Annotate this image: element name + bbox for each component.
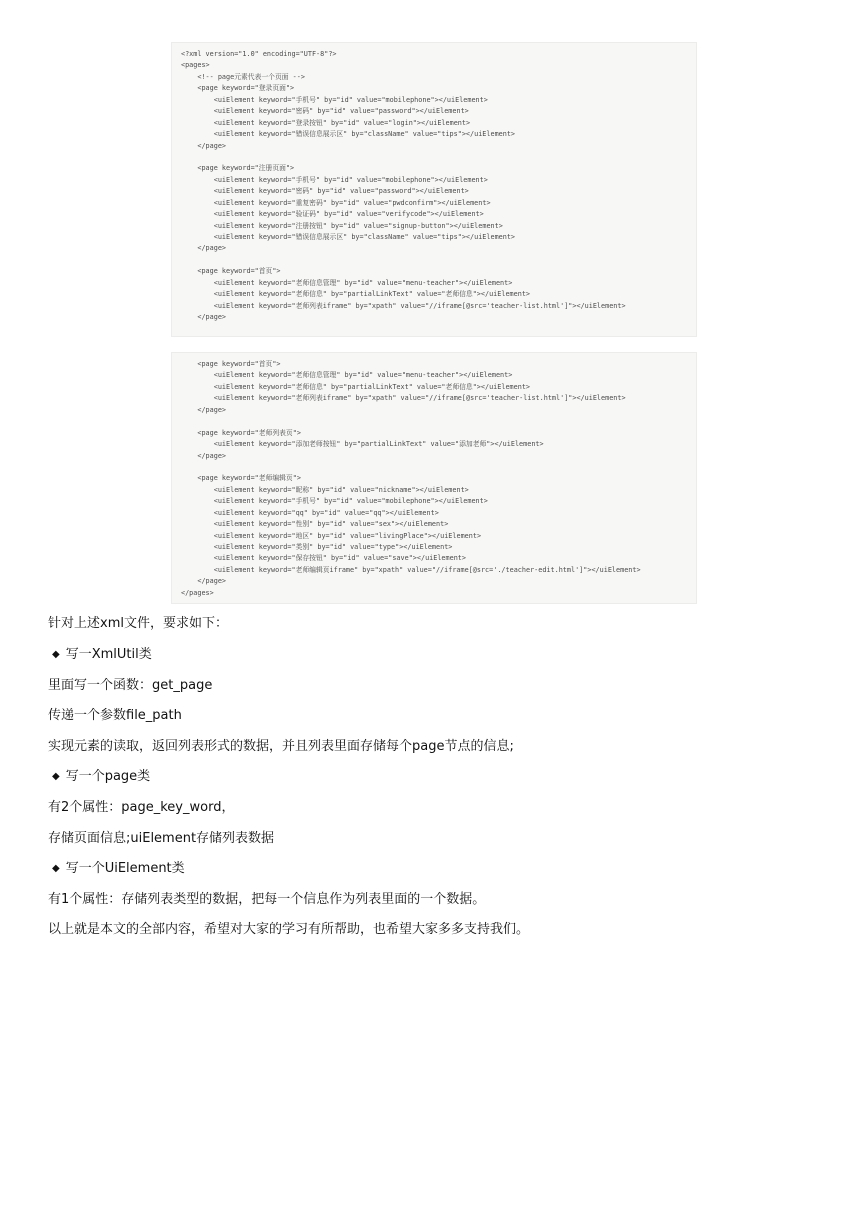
code-line: <page keyword="首页"> [181,360,281,368]
code-line: <uiElement keyword="错误信息展示区" by="className" value="tips"></uiElement> [181,233,516,241]
code-line: <uiElement keyword="性别" by="id" value="sex"></uiElement> [181,520,449,529]
closing-line: 以上就是本文的全部内容，希望对大家的学习有所帮助，也希望大家多多支持我们。 [48,922,530,937]
code-line: <uiElement keyword="老师信息" by="partialLinkText" value="老师信息"></uiElement> [181,382,531,391]
code-line: <uiElement keyword="老师信息管理" by="id" value="menu-teacher"></uiElement> [181,278,513,287]
code-line: <uiElement keyword="手机号" by="id" value="mobilephone"></uiElement> [181,95,488,104]
code-line: <page keyword="注册页面"> [181,164,295,173]
bullet-xmlutil-text: 写一XmlUtil类 [65,647,152,662]
diamond-bullet-icon: ◆ [52,649,60,660]
diamond-bullet-icon: ◆ [52,771,60,782]
code-line: </page> [181,141,227,150]
code-line: <uiElement keyword="昵称" by="id" value="nickname"></uiElement> [181,485,469,494]
code-line: </page> [181,405,227,414]
xml-code-image-1 [171,42,697,337]
code-line: <uiElement keyword="手机号" by="id" value="mobilephone"></uiElement> [181,175,488,184]
code-line: </page> [181,451,227,460]
code-line: <page keyword="老师编辑页"> [181,474,301,483]
bullet-uielement-class [48,860,838,878]
code-line [181,152,696,163]
code-line [181,416,696,427]
bullet-page-class-text: 写一个page类 [65,769,151,784]
xml-code-image-2 [171,352,697,604]
bullet-page-class [48,768,838,786]
code-line: </pages> [181,588,214,597]
code-line: <uiElement keyword="密码" by="id" value="password"></uiElement> [181,187,469,196]
code-line: <uiElement keyword="老师信息" by="partialLinkText" value="老师信息"></uiElement> [181,290,531,299]
code-line: <?xml version="1.0" encoding="UTF-8"?> [181,50,337,58]
code-line [181,462,696,473]
code-line: <uiElement keyword="手机号" by="id" value="mobilephone"></uiElement> [181,497,488,506]
code-line: <page keyword="首页"> [181,267,281,276]
code-line: <uiElement keyword="老师列表iframe" by="xpath" value="//iframe[@src='teacher-list.html']"></uiElement> [181,394,626,403]
code-line: <page keyword="登录页面"> [181,84,295,93]
code-line: <pages> [181,61,210,70]
param-line: 传递一个参数file_path [48,708,182,723]
attrs-line: 有2个属性：page_key_word， [48,800,235,815]
code-line: </page> [181,244,227,253]
function-line: 里面写一个函数：get_page [48,678,213,693]
code-line: </page> [181,577,227,586]
code-line: <uiElement keyword="注册按钮" by="id" value="signup-button"></uiElement> [181,221,503,230]
code-line: <uiElement keyword="验证码" by="id" value="verifycode"></uiElement> [181,210,484,219]
bullet-xmlutil [48,646,838,664]
code-line: <uiElement keyword="错误信息展示区" by="className" value="tips"></uiElement> [181,130,516,139]
code-line: <uiElement keyword="重复密码" by="id" value="pwdconfirm"></uiElement> [181,198,491,207]
code-line: </page> [181,313,227,322]
intro-text: 针对上述xml文件，要求如下： [48,616,228,631]
code-line: <uiElement keyword="qq" by="id" value="qq"></uiElement> [181,508,439,517]
code-line: <uiElement keyword="密码" by="id" value="password"></uiElement> [181,107,469,116]
code-line: <uiElement keyword="老师编辑页iframe" by="xpath" value="//iframe[@src='./teacher-edit.html']"></uiElement> [181,565,641,574]
code-line: <uiElement keyword="地区" by="id" value="livingPlace"></uiElement> [181,531,482,540]
code-line: <uiElement keyword="保存按钮" by="id" value="save"></uiElement> [181,554,466,563]
code-line: <uiElement keyword="老师列表iframe" by="xpath" value="//iframe[@src='teacher-list.html']"></uiElement> [181,301,626,310]
code-line: <!-- page元素代表一个页面 --> [181,72,305,81]
code-line: <uiElement keyword="登录按钮" by="id" value="login"></uiElement> [181,118,471,127]
code-line: <page keyword="老师列表页"> [181,428,301,437]
code-line: <uiElement keyword="类别" by="id" value="type"></uiElement> [181,543,453,551]
impl-line: 实现元素的读取，返回列表形式的数据，并且列表里面存储每个page节点的信息; [48,739,514,754]
diamond-bullet-icon: ◆ [52,863,60,874]
code-line: <uiElement keyword="老师信息管理" by="id" value="menu-teacher"></uiElement> [181,371,513,380]
bullet-uielement-class-text: 写一个UiElement类 [65,861,185,876]
one-attr-line: 有1个属性：存储列表类型的数据，把每一个信息作为列表里面的一个数据。 [48,892,486,907]
code-line: <uiElement keyword="添加老师按钮" by="partialLinkText" value="添加老师"></uiElement> [181,440,544,449]
code-line [181,255,696,266]
store-line: 存储页面信息;uiElement存储列表数据 [48,831,275,846]
